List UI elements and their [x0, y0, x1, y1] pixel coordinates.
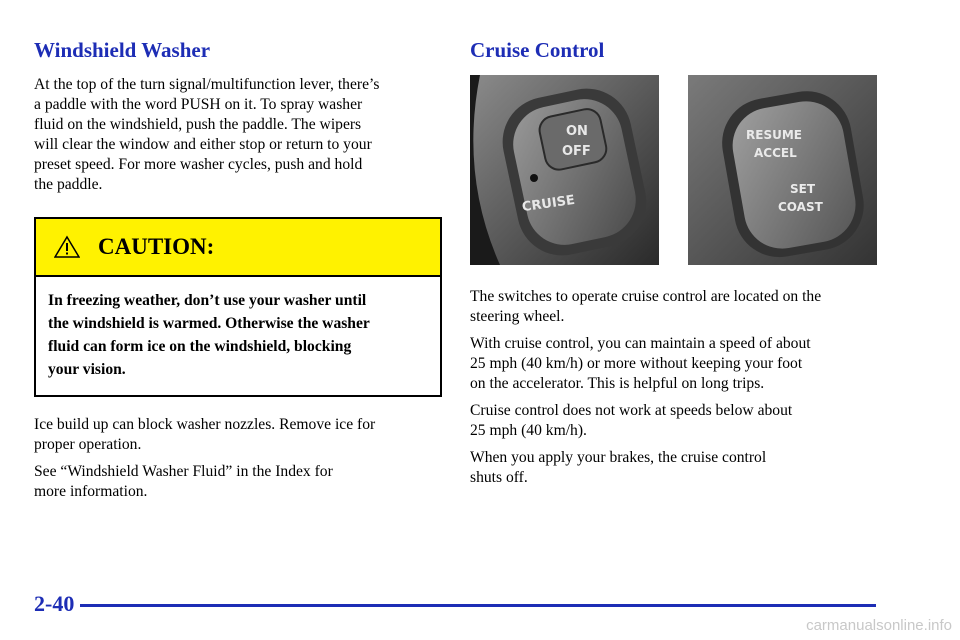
paragraph-brakes-shutoff: When you apply your brakes, the cruise control shuts off.: [470, 449, 767, 486]
photo-resume-set-switch: [688, 75, 877, 265]
label-on: ON: [566, 124, 588, 139]
label-cruise: CRUISE: [521, 192, 576, 216]
cruise-switch-photos: [470, 75, 880, 265]
section-heading-cruise-control: Cruise Control: [470, 38, 605, 62]
indicator-light-icon: [530, 174, 538, 182]
paragraph-switch-location: The switches to operate cruise control are located on the steering wheel.: [470, 288, 822, 325]
paragraph-ice-buildup: Ice build up can block washer nozzles. Remove ice for proper operation.: [34, 416, 376, 453]
paragraph-minimum-speed: Cruise control does not work at speeds below about 25 mph (40 km/h).: [470, 402, 793, 439]
watermark: carmanualsonline.info: [806, 617, 952, 634]
section-heading-windshield-washer: Windshield Washer: [34, 38, 211, 62]
label-accel: ACCEL: [754, 146, 797, 160]
caution-title: CAUTION:: [98, 234, 215, 259]
paragraph-see-index: See “Windshield Washer Fluid” in the Index for more information.: [34, 463, 333, 500]
label-set: SET: [790, 182, 816, 196]
warning-triangle-icon: [54, 235, 80, 259]
left-column: [34, 38, 442, 509]
caution-header: [36, 219, 440, 277]
footer-rule: [80, 604, 876, 607]
label-off: OFF: [562, 144, 591, 159]
paragraph-washer-intro: At the top of the turn signal/multifunction lever, there’s a paddle with the word PUSH on it. To spray washer fluid on the windshield, push the paddle. The wipers will clear the window and either stop or return to your preset speed. For more washer cycles, push and hold the paddle.: [34, 76, 380, 193]
page-number: 2-40: [34, 591, 75, 616]
caution-body: In freezing weather, don’t use your washer until the windshield is warmed. Otherwise the washer fluid can form ice on the windshield, blocking your vision.: [48, 292, 370, 378]
label-resume: RESUME: [746, 128, 802, 142]
right-column: [470, 38, 880, 495]
paragraph-maintain-speed: With cruise control, you can maintain a speed of about 25 mph (40 km/h) or more without keeping your foot on the accelerator. This is helpful on long trips.: [470, 335, 811, 392]
cruise-on-off-switch-image: [470, 75, 659, 265]
label-coast: COAST: [778, 200, 823, 214]
cruise-resume-set-switch-image: [688, 75, 877, 265]
caution-box: [34, 217, 442, 397]
photo-on-off-cruise-switch: [470, 75, 659, 265]
